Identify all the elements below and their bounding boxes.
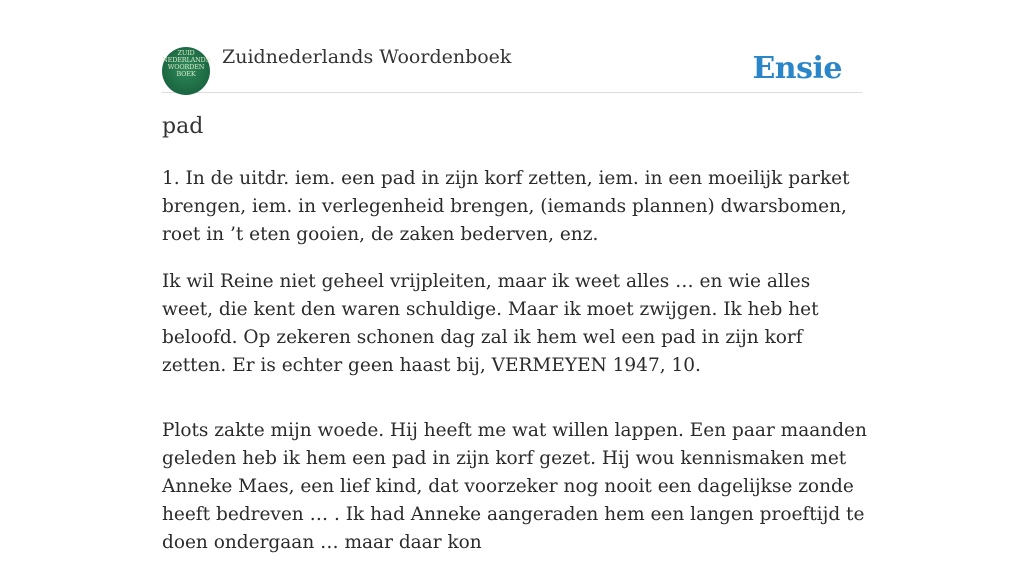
entry-quote: Plots zakte mijn woede. Hij heeft me wat willen lappen. Een paar maanden geleden heb ik hem een pad in zijn korf gezet. Hij wou kennismaken met Anneke Maes, een lief kind, dat voorzeker nog nooit een dagelijkse zonde heeft bedreven … . Ik had Anneke aangeraden hem een langen proeftijd te doen ondergaan … maar daar kon [162,419,867,553]
site-header [162,42,862,93]
site-title-link[interactable]: Zuidnederlands Woordenboek [222,46,512,68]
entry-definition: 1. In de uitdr. iem. een pad in zijn korf zetten, iem. in een moeilijk parket brengen, iem. in verlegenheid brengen, (iemands plannen) dwarsbomen, roet in ’t eten gooien, de zaken bederven, enz. [162,167,850,245]
dictionary-logo[interactable] [162,47,210,95]
entry-quote: Ik wil Reine niet geheel vrijpleiten, maar ik weet alles … en wie alles weet, die kent den waren schuldige. Maar ik moet zwijgen. Ik heb het beloofd. Op zekeren schonen dag zal ik hem wel een pad in zijn korf zetten. Er is echter geen haast bij, VERMEYEN 1947, 10. [162,270,819,376]
entry-content [162,113,867,576]
entry-headword: pad [162,114,204,139]
ensie-brand-logo[interactable]: Ensie [752,51,842,86]
logo-text: ZUID NEDERLANDS WOORDEN BOEK [162,49,210,78]
